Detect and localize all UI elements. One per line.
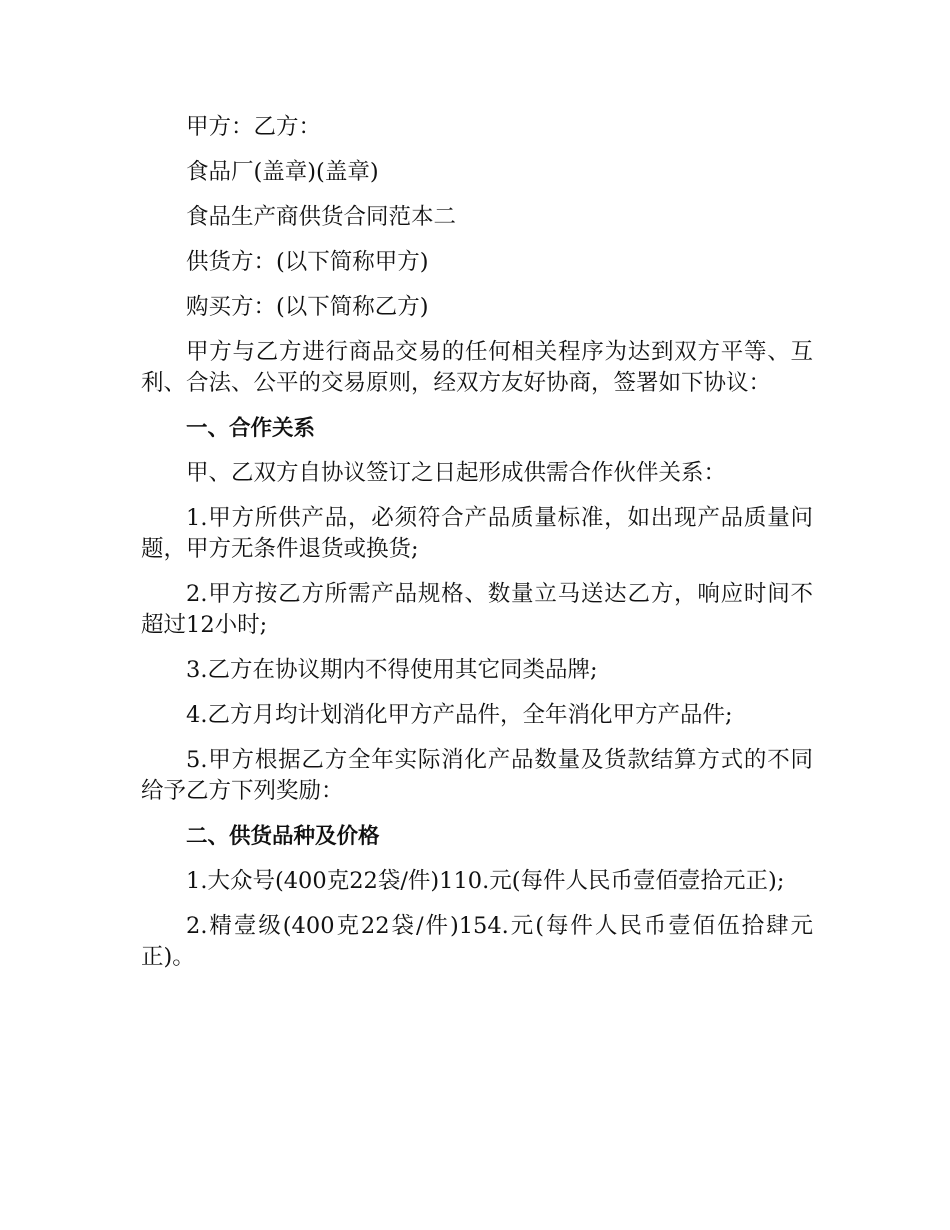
buyer-line: 购买方：(以下简称乙方) [186, 294, 429, 320]
document-body [141, 112, 813, 987]
seal-line: 食品厂(盖章)(盖章) [186, 159, 379, 185]
section-heading-cooperation: 一、合作关系 [186, 416, 316, 441]
clause-item: 3.乙方在协议期内不得使用其它同类品牌; [186, 657, 598, 683]
price-item: 2.精壹级(400克22袋/件)154.元(每件人民币壹佰伍拾肆元正)。 [141, 913, 813, 970]
party-line: 甲方：乙方： [186, 114, 322, 140]
clause-item: 4.乙方月均计划消化甲方产品件，全年消化甲方产品件; [186, 702, 733, 728]
cooperation-intro: 甲、乙双方自协议签订之日起形成供需合作伙伴关系： [186, 460, 727, 486]
clause-item: 2.甲方按乙方所需产品规格、数量立马送达乙方，响应时间不超过12小时; [141, 581, 813, 638]
supplier-line: 供货方：(以下简称甲方) [186, 249, 429, 275]
clause-item: 5.甲方根据乙方全年实际消化产品数量及货款结算方式的不同给予乙方下列奖励： [141, 747, 813, 804]
clause-item: 1.甲方所供产品，必须符合产品质量标准，如出现产品质量问题，甲方无条件退货或换货; [141, 505, 813, 562]
contract-title: 食品生产商供货合同范本二 [186, 204, 457, 230]
section-heading-products: 二、供货品种及价格 [186, 824, 380, 849]
price-item: 1.大众号(400克22袋/件)110.元(每件人民币壹佰壹拾元正); [186, 868, 785, 894]
preamble-paragraph: 甲方与乙方进行商品交易的任何相关程序为达到双方平等、互利、合法、公平的交易原则，经双方友好协商，签署如下协议： [141, 339, 813, 396]
